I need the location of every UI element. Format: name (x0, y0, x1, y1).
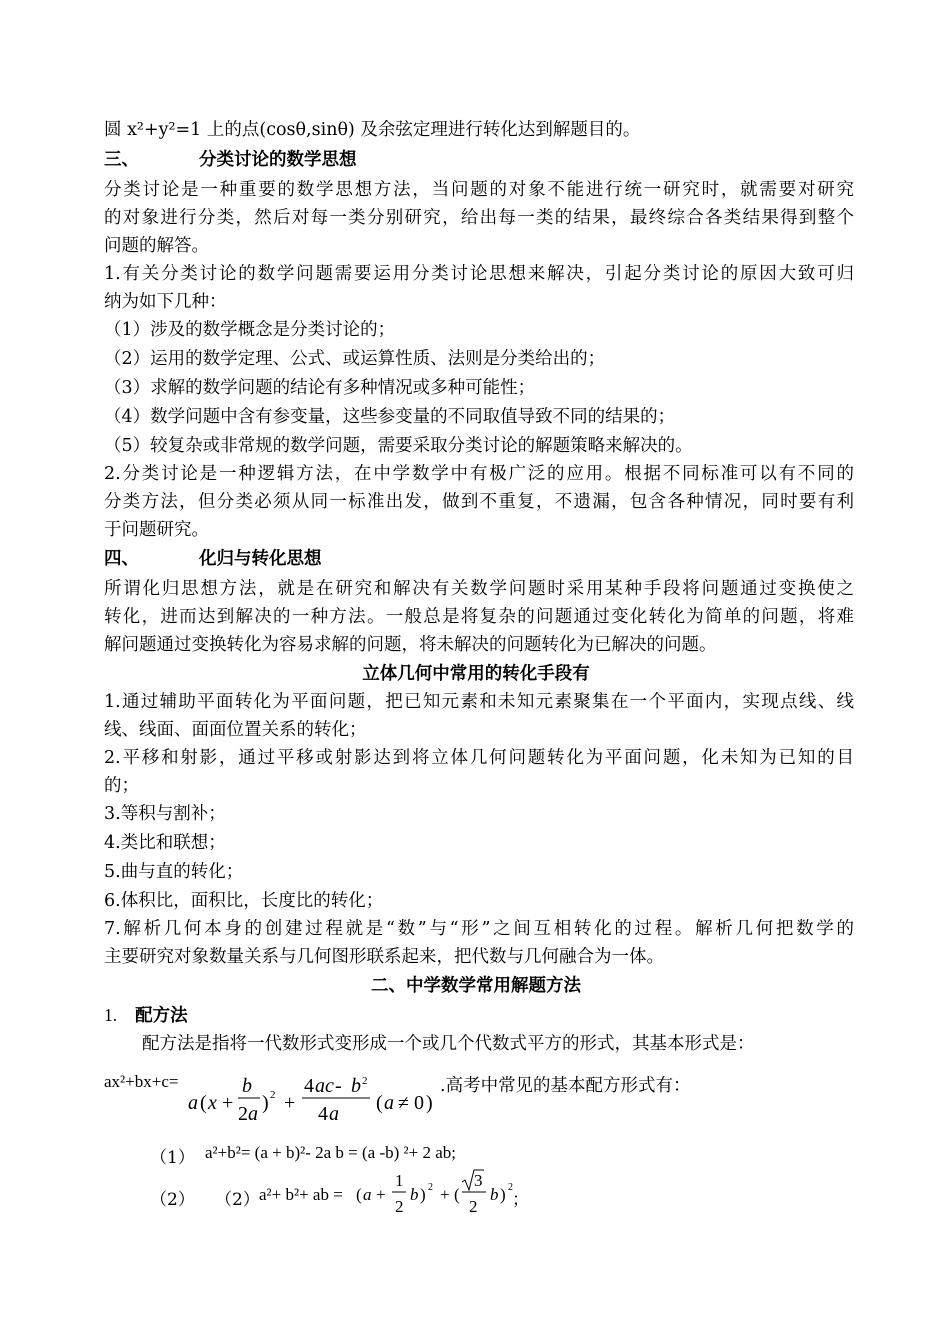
svg-text:(: ( (356, 1185, 362, 1204)
method-title: 配方法 (135, 1006, 188, 1026)
svg-text:+: + (376, 1185, 386, 1204)
svg-text:b: b (410, 1185, 419, 1204)
formula-2: a²+ b²+ ab = (259, 1185, 343, 1204)
list-item: （4）数学问题中含有参变量，这些参变量的不同取值导致不同的结果的； (104, 407, 676, 427)
section-heading-4 (104, 545, 854, 573)
svg-text:+: + (284, 1092, 296, 1114)
paragraph-line: 分类讨论是一种重要的数学思想方法，当问题的对象不能进行统一研究时，就需要对研究 (104, 180, 854, 200)
paragraph-line: 7.解析几何本身的创建过程就是“数”与“形”之间互相转化的过程。解析几何把数学的 (104, 919, 854, 939)
paragraph-line: 解问题通过变换转化为容易求解的问题，将未解决的问题转化为已解决的问题。 (104, 635, 717, 655)
list-item: （1）涉及的数学概念是分类讨论的； (104, 320, 396, 340)
svg-text:a: a (329, 1103, 339, 1125)
formula-tail-text: .高考中常见的基本配方形式有： (440, 1076, 691, 1096)
svg-text:b: b (351, 1075, 361, 1097)
svg-text:0: 0 (414, 1092, 424, 1114)
svg-text:b: b (490, 1185, 499, 1204)
heading-title: 化归与转化思想 (199, 549, 322, 569)
svg-text:1: 1 (395, 1171, 404, 1190)
method-description: 配方法是指将一代数形式变形成一个或几个代数式平方的形式，其基本形式是： (142, 1034, 755, 1054)
svg-text:2: 2 (428, 1182, 433, 1193)
svg-text:): ) (420, 1185, 426, 1204)
svg-text:a: a (384, 1092, 394, 1114)
svg-text:ac: ac (315, 1075, 334, 1097)
svg-text:a: a (188, 1092, 198, 1114)
paragraph-line: 纳为如下几种： (104, 292, 227, 312)
list-item: （5）较复杂或非常规的数学问题，需要采取分类讨论的解题策略来解决的。 (104, 436, 693, 456)
paragraph-line: 分类方法，但分类必须从同一标准出发，做到不重复，不遗漏，包含各种情况，同时要有利 (104, 492, 854, 512)
section-heading-3 (104, 146, 854, 174)
paragraph-line: 转化，进而达到解决的一种方法。一般总是将复杂的问题通过变化转化为简单的问题，将难 (104, 607, 854, 627)
svg-text:+: + (222, 1092, 234, 1114)
heading-number: 三、 (104, 150, 139, 170)
list-item: （2）运用的数学定理、公式、或运算性质、法则是分类给出的； (104, 349, 606, 369)
heading-number: 四、 (104, 549, 139, 569)
svg-text:a: a (248, 1103, 258, 1125)
svg-text:2: 2 (270, 1089, 276, 1101)
section-title-methods: 二、中学数学常用解题方法 (371, 976, 581, 996)
svg-text:2: 2 (508, 1182, 513, 1193)
paragraph-line: 2.分类讨论是一种逻辑方法，在中学数学中有极广泛的应用。根据不同标准可以有不同的 (104, 464, 854, 484)
list-item: 3.等积与割补； (104, 804, 226, 824)
svg-text:-: - (335, 1075, 342, 1097)
svg-text:): ) (426, 1092, 433, 1114)
completing-square-formula (104, 1072, 178, 1092)
method-heading (104, 1001, 854, 1030)
formula-graphic (186, 1068, 438, 1130)
paragraph-line: 1.通过辅助平面转化为平面问题，把已知元素和未知元素聚集在一个平面内，实现点线、线 (104, 692, 854, 712)
formula-2-graphic (354, 1164, 524, 1224)
svg-text:3: 3 (474, 1171, 483, 1190)
paragraph-line: 于问题研究。 (104, 520, 209, 540)
formula-2-label: （2） (150, 1190, 195, 1210)
method-number: 1. (104, 1005, 118, 1025)
paragraph-line: 主要研究对象数量关系与几何图形联系起来，把代数与几何融合为一体。 (104, 947, 664, 967)
text-line: 圆 x²+y²=1 上的点(cosθ,sinθ) 及余弦定理进行转化达到解题目的。 (104, 120, 641, 140)
svg-text:≠: ≠ (398, 1092, 409, 1114)
svg-text:2: 2 (469, 1197, 478, 1216)
list-item: 5.曲与直的转化； (104, 862, 244, 882)
paragraph-line: 线、线面、面面位置关系的转化； (104, 720, 367, 740)
formula-2-tail: ； (512, 1190, 529, 1210)
svg-text:2: 2 (395, 1197, 404, 1216)
svg-text:4: 4 (318, 1103, 328, 1125)
list-item: 6.体积比，面积比，长度比的转化； (104, 891, 384, 911)
paragraph-line: 所谓化归思想方法，就是在研究和解决有关数学问题时采用某种手段将问题通过变换使之 (104, 579, 854, 599)
svg-text:): ) (500, 1185, 506, 1204)
formula-1-label: （1） (150, 1148, 195, 1168)
heading-title: 分类讨论的数学思想 (199, 150, 357, 170)
svg-text:+: + (440, 1185, 450, 1204)
svg-text:): ) (262, 1092, 269, 1114)
paragraph-line: 2.平移和射影，通过平移或射影达到将立体几何问题转化为平面问题，化未知为已知的目 (104, 748, 854, 768)
svg-text:2: 2 (238, 1103, 248, 1125)
svg-text:(: ( (200, 1092, 207, 1114)
svg-text:(: ( (454, 1185, 460, 1204)
paragraph-line: 的对象进行分类，然后对每一类分别研究，给出每一类的结果，最终综合各类结果得到整个 (104, 208, 854, 228)
paragraph-line: 问题的解答。 (104, 236, 209, 256)
paragraph-line: 1.有关分类讨论的数学问题需要运用分类讨论思想来解决，引起分类讨论的原因大致可归 (104, 264, 854, 284)
svg-text:b: b (242, 1075, 252, 1097)
formula-2-sublabel: （2） (215, 1190, 260, 1210)
list-item: 4.类比和联想； (104, 833, 226, 853)
subsection-title: 立体几何中常用的转化手段有 (362, 664, 590, 684)
svg-text:4: 4 (304, 1075, 314, 1097)
svg-text:2: 2 (362, 1075, 368, 1087)
svg-text:x: x (208, 1092, 217, 1114)
svg-text:a: a (363, 1185, 372, 1204)
list-item: （3）求解的数学问题的结论有多种情况或多种可能性； (104, 378, 536, 398)
formula-lhs: ax²+bx+c= (104, 1072, 179, 1091)
svg-text:(: ( (376, 1092, 383, 1114)
paragraph-line: 的； (104, 776, 139, 796)
formula-1: a²+b²= (a + b)²- 2a b = (a -b) ²+ 2 ab; (205, 1143, 456, 1162)
